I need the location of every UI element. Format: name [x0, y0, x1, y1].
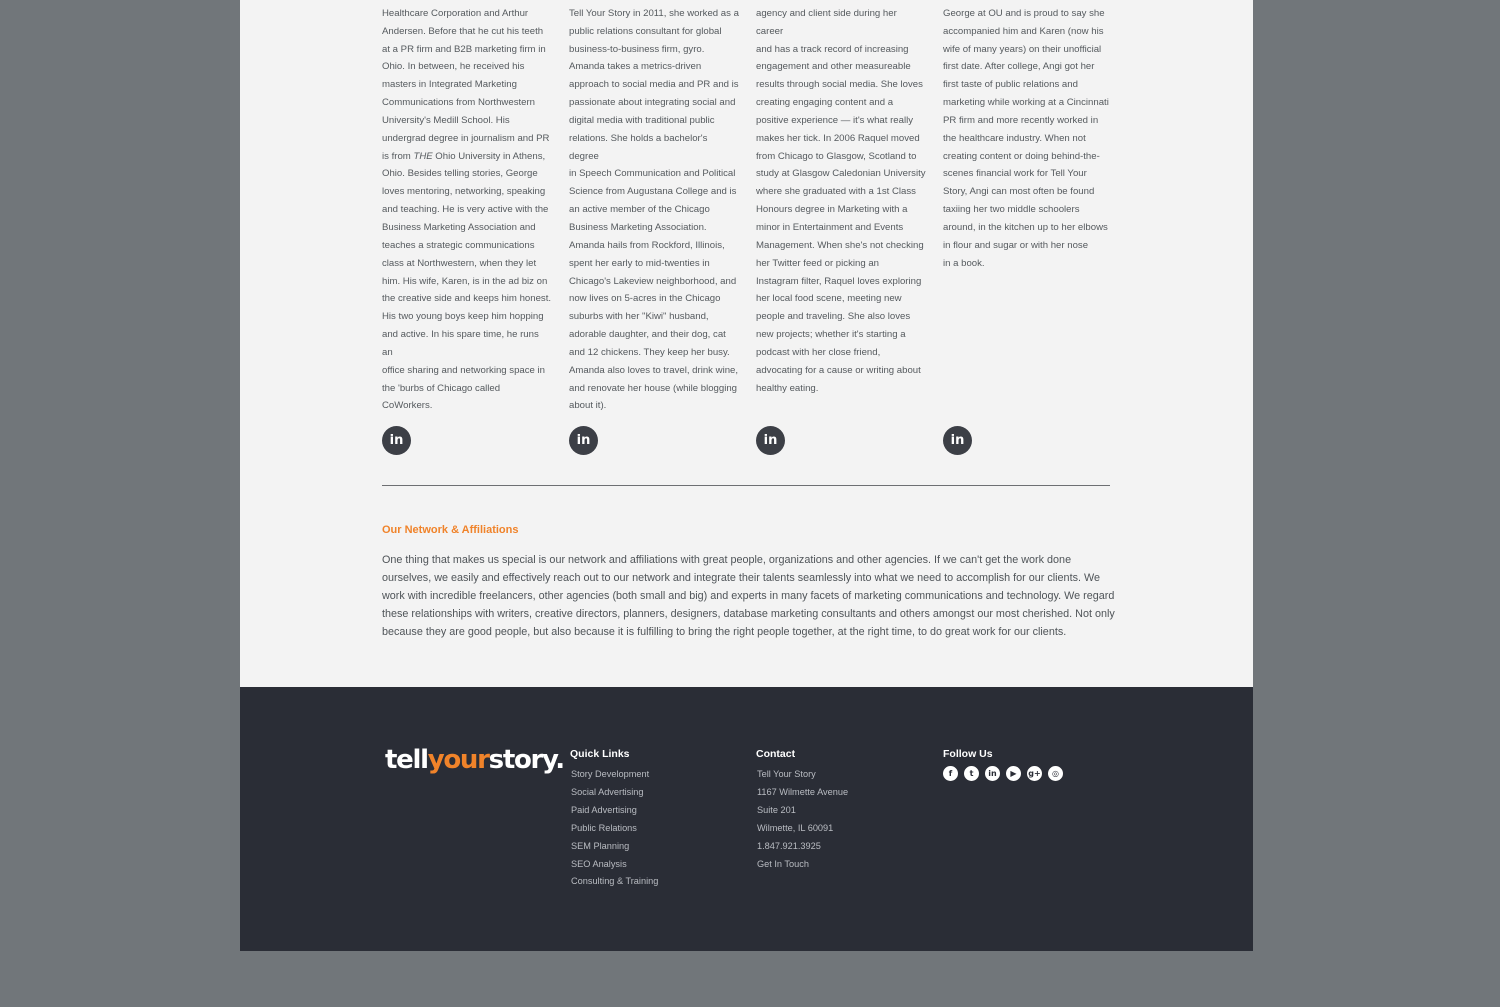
- contact-phone[interactable]: 1.847.921.3925: [757, 840, 821, 851]
- instagram-icon[interactable]: ◎: [1048, 766, 1063, 781]
- contact: [756, 748, 848, 873]
- contact-list: [756, 766, 848, 873]
- linkedin-icon[interactable]: in: [569, 426, 598, 455]
- bio-text: Ohio University in Athens, Ohio. Besides telling stories, George loves mentoring, networking, speaking and teaching. He is very active with the Business Marketing Association and teaches a strategic communications class at Northwestern, when they let him. His wife, Karen, is in the ad biz on the creative side and keeps him honest. His two young boys keep him hopping and active. In his spare time, he runs an office sharing and networking space in the 'burbs of Chicago called CoWorkers.: [382, 150, 552, 412]
- quick-links-title: Quick Links: [570, 748, 630, 760]
- contact-title: Contact: [756, 748, 796, 760]
- quick-link[interactable]: Paid Advertising: [571, 804, 637, 815]
- bio-raquel: agency and client side during her career and has a track record of increasing engagement and other measureable results through social media. She loves creating engaging content and a positive experience — it's what really makes her tick. In 2006 Raquel moved from Chicago to Glasgow, Scotland to study at Glasgow Caledonian University where she graduated with a 1st Class Honours degree in Marketing with a minor in Entertainment and Events Management. When she's not checking her Twitter feed or picking an Instagram filter, Raquel loves exploring her local food scene, meeting new people and traveling. She also loves new projects; whether it's starting a podcast with her close friend, advocating for a cause or writing about healthy eating.: [756, 7, 926, 394]
- bio-text: Healthcare Corporation and Arthur Andersen. Before that he cut his teeth at a PR firm and B2B marketing firm in Ohio. In between, he received his masters in Integrated Marketing Communications from Northwestern University's Medill School. His undergrad degree in journalism and PR is from: [382, 7, 550, 162]
- youtube-icon[interactable]: ▶: [1006, 766, 1021, 781]
- quick-link-item[interactable]: [570, 820, 658, 838]
- bio-george: [382, 0, 552, 415]
- quick-link[interactable]: Public Relations: [571, 822, 637, 833]
- site-footer: [240, 687, 1253, 951]
- section-divider: [382, 485, 1110, 486]
- contact-address-line1: 1167 Wilmette Avenue: [757, 786, 849, 797]
- google-plus-icon[interactable]: g+: [1027, 766, 1042, 781]
- follow-us-title: Follow Us: [943, 748, 993, 760]
- contact-address-line2: Suite 201: [757, 804, 796, 815]
- facebook-icon[interactable]: f: [943, 766, 958, 781]
- contact-city: Wilmette, IL 60091: [757, 822, 834, 833]
- quick-link-item[interactable]: [570, 766, 658, 784]
- main-content: [240, 0, 1253, 687]
- bio-angi: George at OU and is proud to say she accompanied him and Karen (now his wife of many years) on their unofficial first date. After college, Angi got her first taste of public relations and marketing while working at a Cincinnati PR firm and more recently worked in the healthcare industry. When not creating content or doing behind-the- scenes financial work for Tell Your Story, Angi can most often be found taxiing her two middle schoolers around, in the kitchen up to her elbows in flour and sugar or with her nose in a book.: [943, 7, 1109, 269]
- quick-link-item[interactable]: [570, 856, 658, 874]
- site-logo[interactable]: [385, 745, 564, 775]
- network-body: One thing that makes us special is our network and affiliations with great people, organizations and other agencies. If we can't get the work done ourselves, we easily and effectively reach out to our network and integrate their talents seamlessly into what we need to accomplish for our clients. We work with incredible freelancers, other agencies (both small and big) and experts in many facets of marketing communications and technology. We regard these relationships with writers, creative directors, planners, designers, database marketing consultants and others amongst our most cherished. Not only because they are good people, but also because it is fulfilling to bring the right people together, at the right time, to do great work for our clients.: [382, 554, 1115, 638]
- logo-part: story.: [488, 745, 564, 775]
- follow-us: [943, 748, 1063, 781]
- bio-amanda: Tell Your Story in 2011, she worked as a public relations consultant for global business-to-business firm, gyro. Amanda takes a metrics-driven approach to social media and PR and is passionate about integrating social and digital media with traditional public relations. She holds a bachelor's degree in Speech Communication and Political Science from Augustana College and is an active member of the Chicago Business Marketing Association. Amanda hails from Rockford, Illinois, spent her early to mid-twenties in Chicago's Lakeview neighborhood, and now lives on 5-acres in the Chicago suburbs with her "Kiwi" husband, adorable daughter, and their dog, cat and 12 chickens. They keep her busy. Amanda also loves to travel, drink wine, and renovate her house (while blogging about it).: [569, 7, 739, 412]
- logo-part: tell: [385, 745, 428, 775]
- linkedin-icon[interactable]: in: [985, 766, 1000, 781]
- quick-links-list: [570, 766, 658, 891]
- linkedin-icon[interactable]: in: [756, 426, 785, 455]
- logo-part: your: [427, 745, 489, 775]
- quick-link-item[interactable]: [570, 784, 658, 802]
- quick-link[interactable]: Social Advertising: [571, 786, 644, 797]
- bio-emphasis: THE: [413, 150, 433, 162]
- linkedin-icon[interactable]: in: [943, 426, 972, 455]
- quick-link-item[interactable]: [570, 802, 658, 820]
- network-title: Our Network & Affiliations: [382, 524, 519, 536]
- get-in-touch-link-text[interactable]: Get In Touch: [757, 858, 809, 869]
- contact-company: Tell Your Story: [757, 769, 816, 779]
- twitter-icon[interactable]: t: [964, 766, 979, 781]
- quick-link[interactable]: SEO Analysis: [571, 858, 627, 869]
- quick-link[interactable]: SEM Planning: [571, 840, 630, 851]
- linkedin-icon[interactable]: in: [382, 426, 411, 455]
- quick-link-item[interactable]: [570, 873, 658, 891]
- get-in-touch-link[interactable]: [756, 856, 848, 874]
- quick-link-item[interactable]: [570, 838, 658, 856]
- quick-link[interactable]: Story Development: [571, 769, 650, 779]
- quick-link[interactable]: Consulting & Training: [571, 876, 659, 887]
- quick-links: [570, 748, 658, 891]
- social-icons: [943, 766, 1063, 781]
